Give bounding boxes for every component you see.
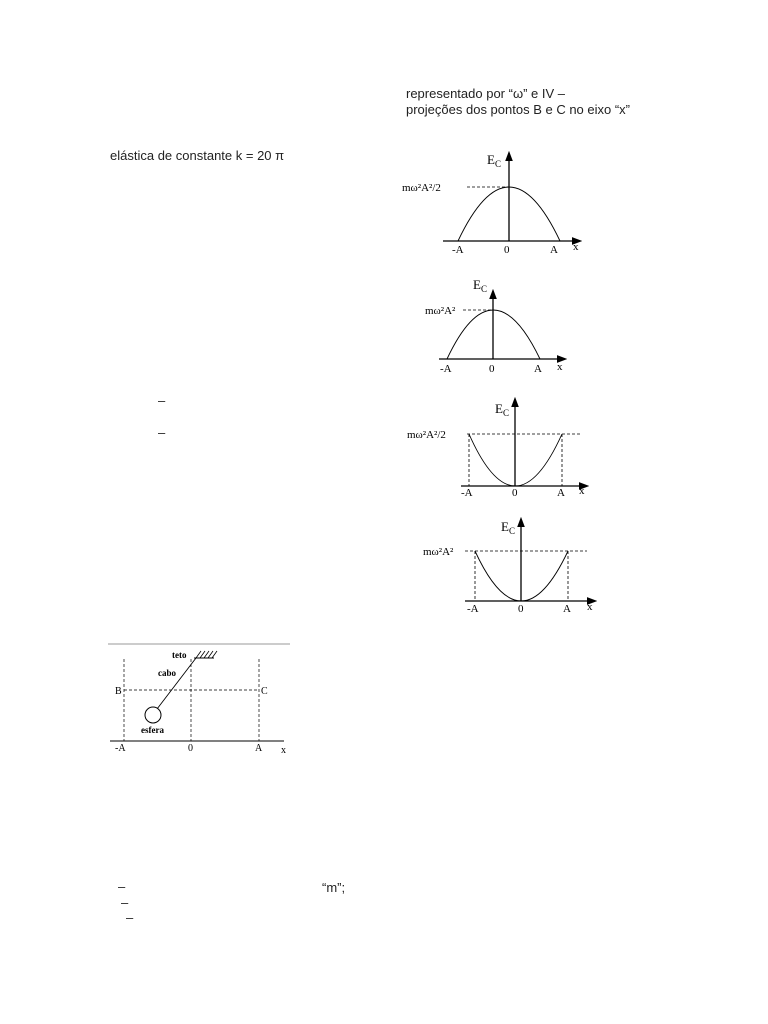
graph-2-ylabel: E: [473, 277, 481, 292]
cable-line: [157, 658, 196, 709]
label-point-c: C: [261, 686, 268, 697]
pendulum-figure: [108, 643, 298, 758]
graph-2-tick-neg: -A: [440, 363, 452, 375]
graph-3-tick-pos: A: [557, 487, 565, 499]
label-tick-pos: A: [255, 743, 263, 754]
graph-1-ylabel: E: [487, 152, 495, 167]
graph-1-tick-zero: 0: [504, 244, 510, 256]
dash-4: –: [121, 895, 129, 910]
graph-1-tick-pos: A: [550, 244, 558, 256]
svg-text:EC: [495, 401, 509, 418]
label-teto: teto: [172, 650, 187, 660]
text-line-3: elástica de constante k = 20 π: [110, 148, 285, 163]
graph-2-tick-zero: 0: [489, 363, 495, 375]
graph-4-tick-zero: 0: [518, 603, 524, 615]
graph-3-ylabel-sub: C: [502, 408, 509, 418]
svg-text:EC: [501, 519, 515, 536]
graph-4-tick-neg: -A: [467, 603, 479, 615]
graph-4-ylabel-sub: C: [508, 526, 515, 536]
graph-2: [395, 272, 595, 382]
graph-2-level-label: mω²A²: [425, 305, 456, 317]
graph-1-level-label: mω²A²/2: [402, 182, 441, 194]
dash-1: –: [158, 393, 166, 408]
ceiling-hatch: [196, 651, 217, 658]
label-point-b: B: [115, 686, 122, 697]
label-cabo: cabo: [158, 668, 176, 678]
graph-3-tick-neg: -A: [461, 487, 473, 499]
label-tick-neg: -A: [115, 743, 126, 754]
graph-1-axis-x: x: [573, 241, 579, 253]
svg-text:EC: [487, 152, 501, 169]
graph-1-ylabel-sub: C: [494, 159, 501, 169]
graph-4-axis-x: x: [587, 601, 593, 613]
graph-4-ylabel: E: [501, 519, 509, 534]
label-tick-zero: 0: [188, 743, 193, 754]
text-line-1: representado por “ω” e IV –: [406, 86, 566, 101]
graph-4-level-label: mω²A²: [423, 546, 454, 558]
graph-3: [395, 398, 595, 508]
label-esfera: esfera: [141, 725, 164, 735]
graph-3-ylabel: E: [495, 401, 503, 416]
dash-5: –: [126, 910, 134, 925]
text-line-2: projeções dos pontos B e C no eixo “x”: [406, 102, 631, 117]
label-axis-x: x: [281, 745, 286, 756]
graph-2-axis-x: x: [557, 361, 563, 373]
graph-4-tick-pos: A: [563, 603, 571, 615]
svg-text:EC: [473, 277, 487, 294]
sphere-circle: [145, 707, 161, 723]
dash-2: –: [158, 425, 166, 440]
dash-3: –: [118, 879, 126, 894]
graph-4: [395, 512, 605, 622]
text-m: “m”;: [322, 880, 346, 895]
graph-2-tick-pos: A: [534, 363, 542, 375]
graph-2-ylabel-sub: C: [480, 284, 487, 294]
graph-3-tick-zero: 0: [512, 487, 518, 499]
graph-1-tick-neg: -A: [452, 244, 464, 256]
graph-3-level-label: mω²A²/2: [407, 429, 446, 441]
graph-1: [395, 150, 595, 260]
graph-3-axis-x: x: [579, 485, 585, 497]
